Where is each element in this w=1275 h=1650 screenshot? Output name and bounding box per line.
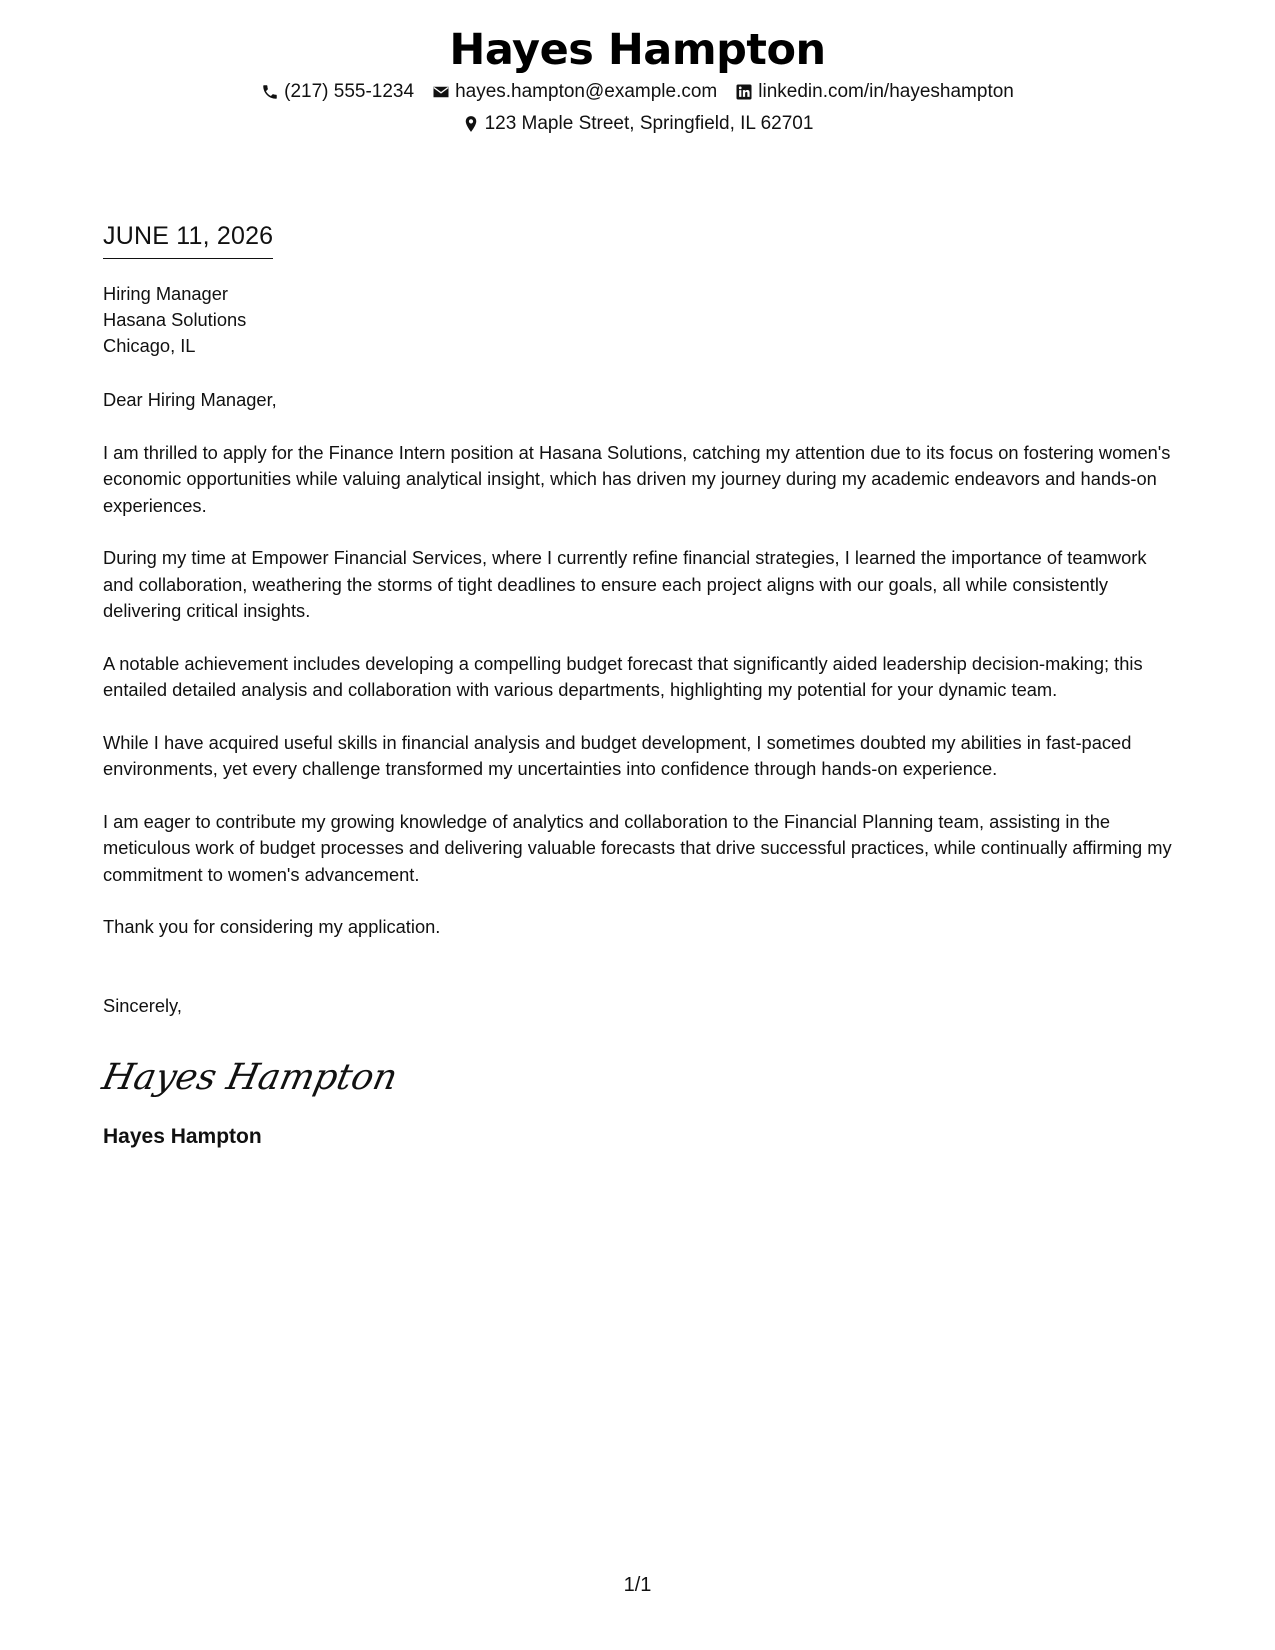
- recipient-company: Hasana Solutions: [103, 309, 247, 330]
- letter-header: [0, 22, 1275, 136]
- signer-name: Hayes Hampton: [103, 1125, 262, 1148]
- address-text: 123 Maple Street, Springfield, IL 62701: [484, 113, 814, 134]
- contact-row: [0, 80, 1275, 104]
- body-paragraph: I am eager to contribute my growing knowledge of analytics and collaboration to the Financial Planning team, assisting in the meticulous work of budget processes and delivering valuable forecasts that drive successful practices, while continually affirming my commitment to women's advancement.: [103, 810, 1172, 885]
- contact-phone: [261, 80, 414, 104]
- body-paragraph: A notable achievement includes developing a compelling budget forecast that significantly aided leadership decision-making; this entailed detailed analysis and collaboration with various departments, highlighting my potential for your dynamic team.: [103, 652, 1143, 700]
- recipient-title: Hiring Manager: [103, 283, 228, 304]
- map-pin-icon: [462, 115, 480, 133]
- linkedin-icon: [735, 83, 753, 101]
- body-paragraph: During my time at Empower Financial Services, where I currently refine financial strategies, I learned the importance of teamwork and collaboration, weathering the storms of tight deadlines to ensure each project aligns with our goals, all while consistently delivering critical insights.: [103, 547, 1147, 621]
- page-number: 1/1: [623, 1574, 652, 1596]
- signature-text: Hayes Hampton: [98, 1055, 402, 1098]
- handwritten-signature: [98, 1049, 402, 1105]
- contact-linkedin: [735, 80, 1014, 104]
- sender-name: Hayes Hampton: [449, 25, 826, 75]
- recipient-location: Chicago, IL: [103, 335, 196, 356]
- body-paragraph: I am thrilled to apply for the Finance Intern position at Hasana Solutions, catching my attention due to its focus on fostering women's economic opportunities while valuing analytical insight, which has driven my journey during my academic endeavors and hands-on experiences.: [103, 441, 1171, 516]
- signoff: Sincerely,: [103, 994, 182, 1016]
- phone-text[interactable]: (217) 555-1234: [284, 81, 415, 102]
- closing-paragraph: Thank you for considering my application.: [103, 916, 441, 937]
- contact-email: [432, 80, 717, 104]
- salutation: Dear Hiring Manager,: [103, 389, 277, 410]
- letter-body: [98, 220, 1173, 1151]
- linkedin-link[interactable]: linkedin.com/in/hayeshampton: [758, 81, 1014, 102]
- phone-icon: [261, 83, 279, 101]
- contact-address: [462, 112, 814, 136]
- recipient-block: [103, 281, 1173, 359]
- letter-date: JUNE 11, 2026: [103, 220, 273, 259]
- body-paragraph: While I have acquired useful skills in financial analysis and budget development, I sometimes doubted my abilities in fast-paced environments, yet every challenge transformed my uncertainties into confidence through hands-on experience.: [103, 731, 1132, 779]
- address-row: [0, 112, 1275, 136]
- email-link[interactable]: hayes.hampton@example.com: [455, 81, 718, 102]
- envelope-icon: [432, 83, 450, 101]
